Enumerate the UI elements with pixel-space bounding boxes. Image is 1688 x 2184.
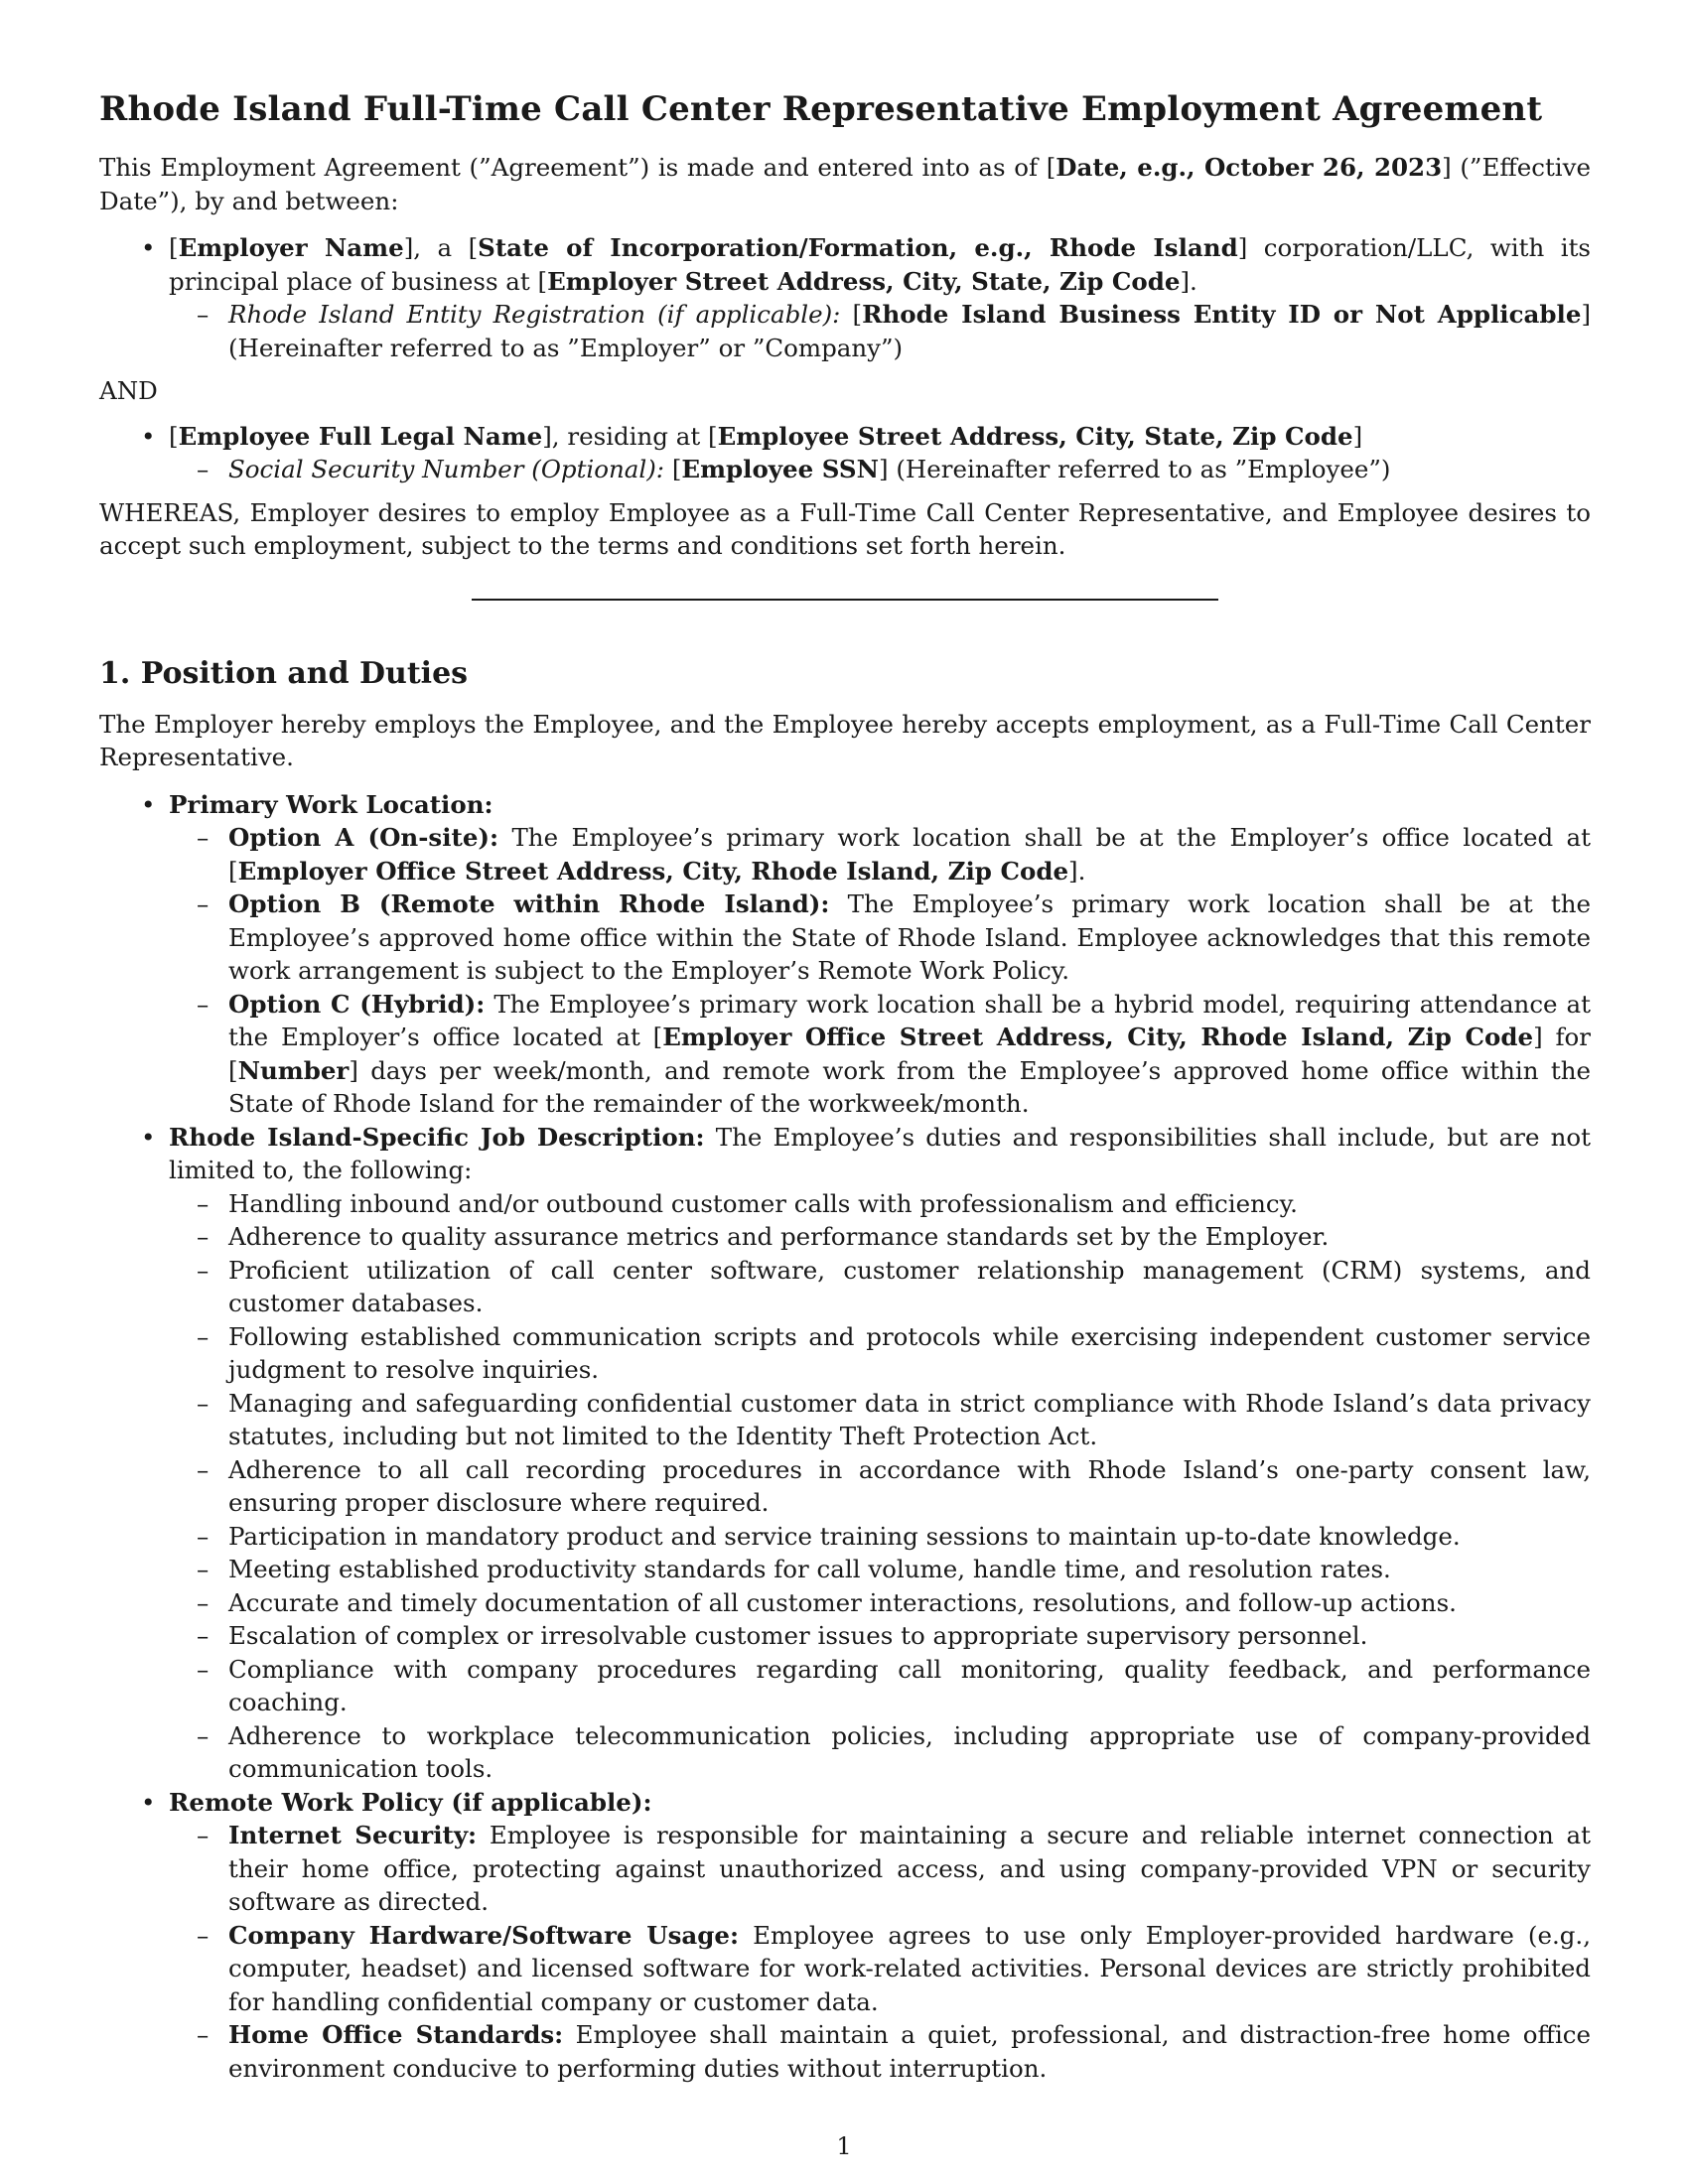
job-description-item: • Rhode Island-Specific Job Description: The Employee’s duties and responsibilities shall include, but are not limited to, the following: – Handling inbound and/or outbound customer calls with professionalism and efficiency. – Adherence to quality assurance metrics and performance standards set by the Employer. – Proficient utilization of call center software, customer relationship management (CRM) systems, and customer databases. – Following established communication scripts and protocols while exercising independent customer service judgment to resolve inquiries. – Managing and safeguarding confidential customer data in strict compliance with Rhode Island’s data privacy statutes, including but not limited to the Identity Theft Protection Act. – Adherence to all call recording procedures in accordance with Rhode Island’s one-party consent law, ensuring proper disclosure where required. – Participation in mandatory product and service training sessions to maintain up-to-date knowledge. – Meeting established productivity standards for call volume, handle time, and resolution rates. – Accurate and timely documentation of all customer interactions, resolutions, and follow-up actions. – Escalation of complex or irresolvable customer issues to appropriate supervisory personnel. – Compliance with company procedures regarding call monitoring, quality feedback, and performance coaching. – Adherence to workplace telecommunication policies, including appropriate use of company-provided communication tools. bbox=[169, 1121, 1591, 1786]
section-lead-paragraph: The Employer hereby employs the Employee, and the Employee hereby accepts employment, as a Full-Time Call Center Representative. bbox=[99, 709, 1591, 771]
internet-security: – Internet Security: Employee is responsible for maintaining a secure and reliable internet connection at their home office, protecting against unauthorized access, and using company-provided VPN or security software as directed. bbox=[228, 1819, 1591, 1919]
employee-party-list bbox=[99, 420, 1591, 486]
list-item: – Proficient utilization of call center software, customer relationship management (CRM) systems, and customer databases. bbox=[228, 1254, 1591, 1320]
employer-registration: – Rhode Island Entity Registration (if applicable): [Rhode Island Business Entity ID or Not Applicable] (Hereinafter referred to as ”Employer” or ”Company”) bbox=[228, 298, 1591, 364]
list-item: – Compliance with company procedures regarding call monitoring, quality feedback, and performance coaching. bbox=[228, 1653, 1591, 1719]
remote-policy-list bbox=[169, 1819, 1591, 2085]
page-number: 1 bbox=[836, 2132, 852, 2160]
effective-date: Date, e.g., October 26, 2023 bbox=[1055, 153, 1443, 182]
document-page bbox=[99, 87, 1591, 2085]
section-heading: 1. Position and Duties bbox=[99, 655, 469, 691]
work-location-options bbox=[169, 821, 1591, 1121]
employee-party: • [Employee Full Legal Name], residing at [Employee Street Address, City, State, Zip Code] – Social Security Number (Optional): [Employee SSN] (Hereinafter referred to as ”Employee”) bbox=[169, 420, 1591, 486]
home-office-standards: – Home Office Standards: Employee shall maintain a quiet, professional, and distraction-free home office environment conducive to performing duties without interruption. bbox=[228, 2018, 1591, 2085]
employee-name: Employee Full Legal Name bbox=[178, 421, 543, 451]
employee-ssn: – Social Security Number (Optional): [Employee SSN] (Hereinafter referred to as ”Employee”) bbox=[228, 453, 1591, 486]
employee-ssn-value: Employee SSN bbox=[681, 455, 879, 483]
hardware-usage: – Company Hardware/Software Usage: Employee agrees to use only Employer-provided hardware (e.g., computer, headset) and licensed software for work-related activities. Personal devices are strictly prohibited for handling confidential company or customer data. bbox=[228, 1919, 1591, 2019]
list-item: – Managing and safeguarding confidential customer data in strict compliance with Rhode Island’s data privacy statutes, including but not limited to the Identity Theft Protection Act. bbox=[228, 1387, 1591, 1453]
list-item: – Adherence to quality assurance metrics and performance standards set by the Employer. bbox=[228, 1220, 1591, 1254]
employee-address: Employee Street Address, City, State, Zip Code bbox=[717, 421, 1353, 451]
option-c: – Option C (Hybrid): The Employee’s primary work location shall be a hybrid model, requiring attendance at the Employer’s office located at [Employer Office Street Address, City, Rhode Island, Zip Code] for [Number] days per week/month, and remote work from the Employee’s approved home office within the State of Rhode Island for the remainder of the workweek/month. bbox=[228, 988, 1591, 1121]
list-item: – Following established communication scripts and protocols while exercising independent customer service judgment to resolve inquiries. bbox=[228, 1320, 1591, 1387]
list-item: – Participation in mandatory product and service training sessions to maintain up-to-date knowledge. bbox=[228, 1520, 1591, 1554]
employer-registration-value: Rhode Island Business Entity ID or Not Applicable bbox=[862, 300, 1582, 329]
employer-name: Employer Name bbox=[178, 233, 404, 262]
list-item: – Accurate and timely documentation of all customer interactions, resolutions, and follow-up actions. bbox=[228, 1586, 1591, 1620]
job-duties-list bbox=[169, 1187, 1591, 1786]
remote-policy-item: • Remote Work Policy (if applicable): – Internet Security: Employee is responsible for maintaining a secure and reliable internet connection at their home office, protecting against unauthorized access, and using company-provided VPN or security software as directed. – Company Hardware/Software Usage: Employee agrees to use only Employer-provided hardware (e.g., computer, headset) and licensed software for work-related activities. Personal devices are strictly prohibited for handling confidential company or customer data. – Home Office Standards: Employee shall maintain a quiet, professional, and distraction-free home office environment conducive to performing duties without interruption. bbox=[169, 1786, 1591, 2086]
employer-party: • [Employer Name], a [State of Incorporation/Formation, e.g., Rhode Island] corporation/LLC, with its principal place of business at [Employer Street Address, City, State, Zip Code]. – Rhode Island Entity Registration (if applicable): [Rhode Island Business Entity ID or Not Applicable] (Hereinafter referred to as ”Employer” or ”Company”) bbox=[169, 231, 1591, 364]
section-divider bbox=[472, 599, 1218, 601]
whereas-clause: WHEREAS, Employer desires to employ Employee as a Full-Time Call Center Representative, and Employee desires to accept such employment, subject to the terms and conditions set forth herein. bbox=[99, 497, 1591, 560]
employer-state: State of Incorporation/Formation, e.g., Rhode Island bbox=[478, 233, 1238, 262]
employer-address: Employer Street Address, City, State, Zip Code bbox=[547, 266, 1181, 296]
document-title: Rhode Island Full-Time Call Center Representative Employment Agreement bbox=[99, 89, 1543, 129]
list-item: – Escalation of complex or irresolvable customer issues to appropriate supervisory personnel. bbox=[228, 1619, 1591, 1653]
employee-details bbox=[169, 453, 1591, 486]
list-item: – Adherence to workplace telecommunication policies, including appropriate use of company-provided communication tools. bbox=[228, 1719, 1591, 1786]
employer-party-list bbox=[99, 231, 1591, 364]
list-item: – Adherence to all call recording procedures in accordance with Rhode Island’s one-party consent law, ensuring proper disclosure where required. bbox=[228, 1453, 1591, 1520]
intro-paragraph: This Employment Agreement (”Agreement”) is made and entered into as of [Date, e.g., October 26, 2023] (”Effective Date”), by and between: bbox=[99, 153, 1591, 215]
list-item: – Meeting established productivity standards for call volume, handle time, and resolution rates. bbox=[228, 1553, 1591, 1586]
employer-details bbox=[169, 298, 1591, 364]
and-separator: AND bbox=[99, 376, 158, 405]
option-a: – Option A (On-site): The Employee’s primary work location shall be at the Employer’s office located at [Employer Office Street Address, City, Rhode Island, Zip Code]. bbox=[228, 821, 1591, 887]
list-item: – Handling inbound and/or outbound customer calls with professionalism and efficiency. bbox=[228, 1187, 1591, 1221]
work-location-item: • Primary Work Location: – Option A (On-site): The Employee’s primary work location shall be at the Employer’s office located at [Employer Office Street Address, City, Rhode Island, Zip Code]. – Option B (Remote within Rhode Island): The Employee’s primary work location shall be at the Employee’s approved home office within the State of Rhode Island. Employee acknowledges that this remote work arrangement is subject to the Employer’s Remote Work Policy. – Option C (Hybrid): The Employee’s primary work location shall be a hybrid model, requiring attendance at the Employer’s office located at [Employer Office Street Address, City, Rhode Island, Zip Code] for [Number] days per week/month, and remote work from the Employee’s approved home office within the State of Rhode Island for the remainder of the workweek/month. bbox=[169, 788, 1591, 1121]
option-b: – Option B (Remote within Rhode Island): The Employee’s primary work location shall be at the Employee’s approved home office within the State of Rhode Island. Employee acknowledges that this remote work arrangement is subject to the Employer’s Remote Work Policy. bbox=[228, 887, 1591, 988]
duties-list bbox=[99, 788, 1591, 2086]
